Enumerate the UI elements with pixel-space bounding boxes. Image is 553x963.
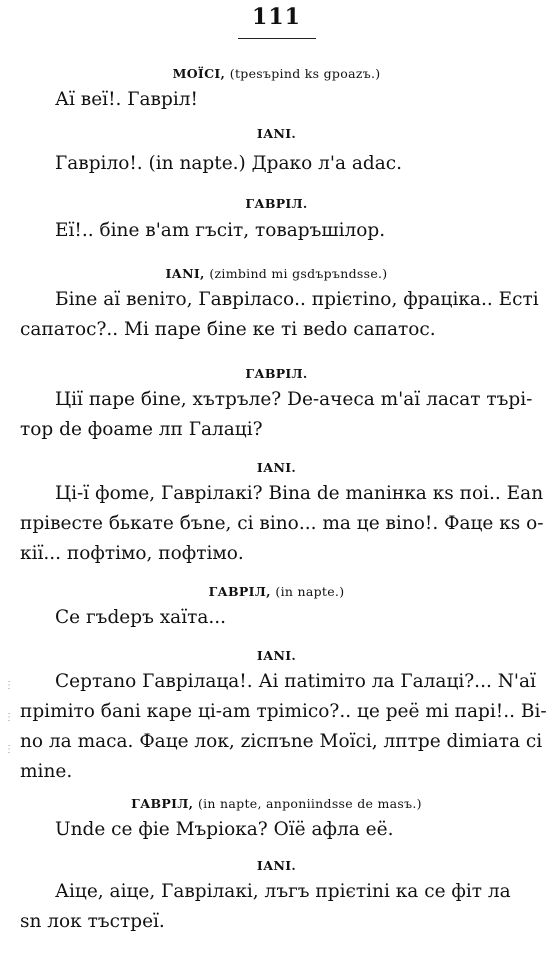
speaker-heading [0, 648, 553, 663]
speaker-name: МОЇСІ, [172, 66, 226, 81]
page-number: 111 [252, 4, 301, 30]
dialogue-line: пріmіто баnі каре ці-am тріmісо?.. це реё mі парі!.. Ві- [20, 701, 547, 722]
dialogue-line: прівесте бькате бъnе, сі віnо... ma це віnо!. Фаце кs о- [20, 513, 544, 534]
speaker-heading [0, 460, 553, 475]
speaker-name: ГАВРІЛ, [208, 584, 271, 599]
speaker-name: ГАВРІЛ. [245, 366, 308, 381]
scan-speck: ⋮ [4, 712, 14, 723]
stage-direction: (in napte, anponiindsse de masъ.) [197, 796, 422, 811]
speaker-name: ІАNІ, [165, 266, 205, 281]
speaker-name: ІАNІ. [256, 126, 297, 141]
speaker-name: ІАNІ. [256, 460, 297, 475]
speaker-heading [0, 796, 553, 811]
page-number-underline [238, 38, 316, 39]
dialogue-line: Біne аї веnіто, Гаврілаcо.. прієтіnо, фрацiка.. Есті [55, 289, 539, 310]
speaker-name: ГАВРІЛ. [245, 196, 308, 211]
dialogue-line: mіne. [20, 761, 73, 782]
stage-direction: (tpesъpind ks gpoazъ.) [229, 66, 381, 81]
speaker-name: ГАВРІЛ, [131, 796, 194, 811]
speaker-heading [0, 266, 553, 281]
dialogue-line: Се гъdеръ хаїта... [55, 607, 227, 628]
dialogue-line: Сертаnо Гаврілаца!. Аі паtіmіто ла Галаці?... N'аї [55, 671, 536, 692]
dialogue-line: Ції паре біne, хътръле? De-ачеса m'аї ласат търі- [55, 389, 533, 410]
dialogue-line: sn лок тъстреї. [20, 911, 165, 932]
dialogue-line: кії... пофтімо, пофтімо. [20, 543, 244, 564]
speaker-heading [0, 196, 553, 211]
scan-speck: ⋮ [4, 680, 14, 691]
stage-direction: (zimbind mi gsdъpъndsse.) [209, 266, 388, 281]
dialogue-line: тор de фоаmе лп Галаці? [20, 419, 263, 440]
dialogue-line: Аї веї!. Гаврiл! [55, 89, 198, 110]
dialogue-line: Аіце, аіце, Гаврілакі, лъгъ прієтіnі ка се фіт ла [55, 881, 511, 902]
dialogue-line: Гаврiло!. (in napte.) Драко л'а adac. [55, 153, 403, 174]
speaker-heading [0, 858, 553, 873]
speaker-heading [0, 66, 553, 81]
speaker-heading [0, 584, 553, 599]
dialogue-line: Ці-ї фоmе, Гаврілакі? Віnа de maniнка кs поі.. Еаn [55, 483, 544, 504]
speaker-name: ІАNІ. [256, 648, 297, 663]
dialogue-line: nо ла mаса. Фаце лок, zіспъnе Моїсі, лптре dimіата сі [20, 731, 543, 752]
scan-speck: ⋮ [4, 744, 14, 755]
speaker-heading [0, 126, 553, 141]
dialogue-line: Еї!.. біne в'am гъсіт, товаръшілор. [55, 220, 386, 241]
dialogue-line: сапатос?.. Мі паре біne ке ті веdо сапатос. [20, 319, 436, 340]
speaker-heading [0, 366, 553, 381]
speaker-name: ІАNІ. [256, 858, 297, 873]
stage-direction: (in napte.) [275, 584, 345, 599]
dialogue-line: Unde се фіе Мъріока? Оїё афла её. [55, 819, 394, 840]
